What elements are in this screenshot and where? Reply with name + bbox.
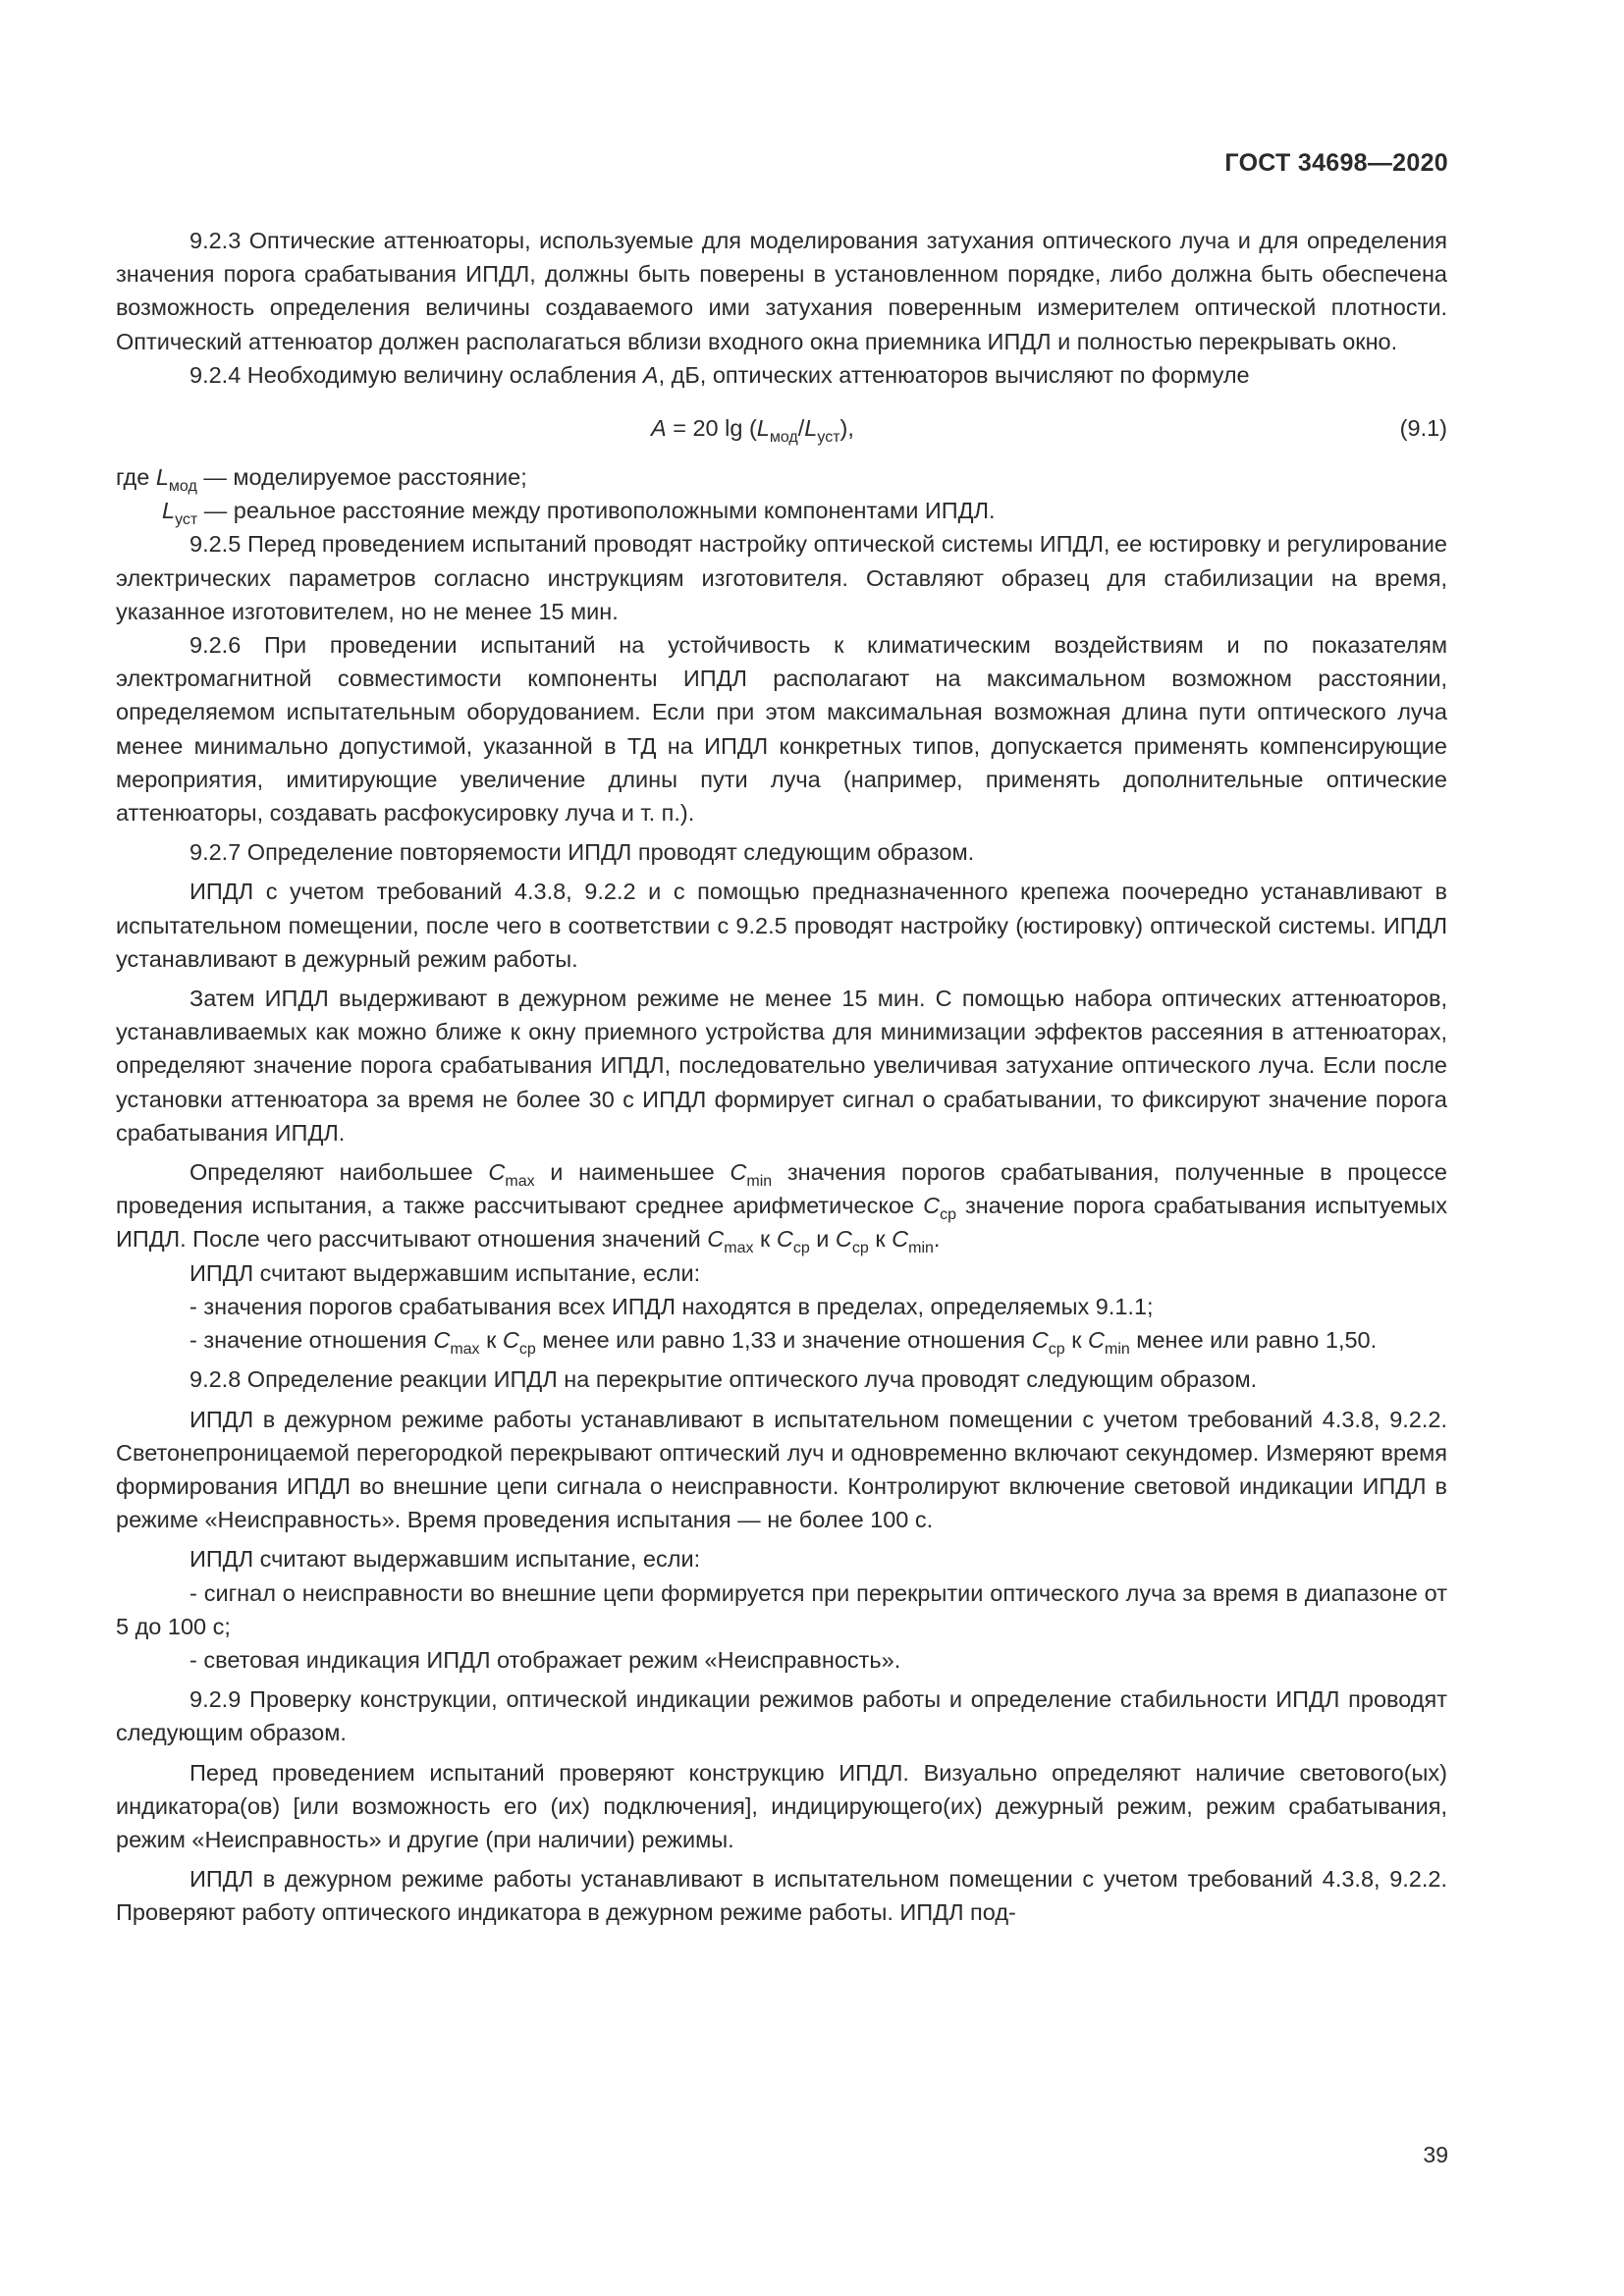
criteria-item-1: - значения порогов срабатывания всех ИПДЛ находятся в пределах, определяемых 9.1.1;: [189, 1293, 1154, 1319]
clause-9-2-7: 9.2.7 Определение повторяемости ИПДЛ проводят следующим образом.: [189, 839, 975, 866]
page-number: 39: [1423, 2142, 1448, 2167]
clause-9-2-9-indicator-check: ИПДЛ в дежурном режиме работы устанавливают в испытательном помещении с учетом требований 4.3.8, 9.2.2. Проверяют работу оптического индикатора в дежурном режиме работы. ИПДЛ под-: [116, 1866, 1447, 1926]
clause-9-2-9: 9.2.9 Проверку конструкции, оптической индикации режимов работы и определение стабильности ИПДЛ проводят следующим образом.: [116, 1686, 1447, 1746]
clause-9-2-6: 9.2.6 При проведении испытаний на устойчивость к климатическим воздействиям и по показателям электромагнитной совместимости компоненты ИПДЛ располагают на максимальном возможном расстоянии, определяемом испытательным оборудованием. Если при этом максимальная возможная длина пути оптического луча менее минимально допустимой, указанной в ТД на ИПДЛ конкретных типов, допускается применять компенсирующие мероприятия, имитирующие увеличение длины пути луча (например, применять дополнительные оптические аттенюаторы, создавать расфокусировку луча и т. п.).: [116, 632, 1447, 827]
clause-9-2-8-procedure: ИПДЛ в дежурном режиме работы устанавливают в испытательном помещении с учетом требований 4.3.8, 9.2.2. Светонепроницаемой перегородкой перекрывают оптический луч и одновременно включают секундомер. Измеряют время формирования ИПДЛ во внешние цепи сигнала о неисправности. Контролируют включение световой индикации ИПДЛ в режиме «Неисправность». Время проведения испытания — не более 100 с.: [116, 1406, 1447, 1533]
clause-9-2-7-ratios: Определяют наибольшее $C_{max}$ и наименьшее $C_{min}$ значения порогов срабатывания, полученные в процессе проведения испытания, а также рассчитывают среднее арифметическое $C_{ср}$ значение порога срабатывания испытуемых ИПДЛ. После чего рассчитывают отношения значений $C_{max}$ к $C_{ср}$ и $C_{ср}$ к $C_{min}$.: [116, 1159, 1447, 1257]
clause-9-2-7-install: ИПДЛ с учетом требований 4.3.8, 9.2.2 и с помощью предназначенного крепежа поочередно устанавливают в испытательном помещении, после чего в соответствии с 9.2.5 проводят настройку (юстировку) оптической системы. ИПДЛ устанавливают в дежурный режим работы.: [116, 879, 1447, 972]
document-code-header: ГОСТ 34698—2020: [1224, 149, 1448, 177]
clause-9-2-8-pass-criteria: ИПДЛ считают выдержавшим испытание, если:: [189, 1546, 701, 1573]
clause-9-2-7-procedure: Затем ИПДЛ выдерживают в дежурном режиме не менее 15 мин. С помощью набора оптических аттенюаторов, устанавливаемых как можно ближе к окну приемного устройства для минимизации эффектов рассеяния в аттенюаторах, определяют значение порога срабатывания ИПДЛ, последовательно увеличивая затухание оптического луча. Если после установки аттенюатора за время не более 30 с ИПДЛ формирует сигнал о срабатывании, то фиксируют значение порога срабатывания ИПДЛ.: [116, 986, 1447, 1146]
where-definition-2: $L_{уст}$ — реальное расстояние между противоположными компонентами ИПДЛ.: [162, 498, 996, 529]
clause-9-2-4: 9.2.4 Необходимую величину ослабления A, дБ, оптических аттенюаторов вычисляют по формуле: [189, 361, 1250, 388]
criteria-item-2: - значение отношения $C_{max}$ к $C_{ср}$ менее или равно 1,33 и значение отношения $C_{ср}$ к $C_{min}$ менее или равно 1,50.: [189, 1327, 1378, 1359]
where-definition-1: где $L_{мод}$ — моделируемое расстояние;: [116, 464, 527, 496]
clause-9-2-9-design-check: Перед проведением испытаний проверяют конструкцию ИПДЛ. Визуально определяют наличие светового(ых) индикатора(ов) [или возможность его (их) подключения], индицирующего(их) дежурный режим, режим срабатывания, режим «Неисправность» и другие (при наличии) режимы.: [116, 1759, 1447, 1852]
criteria-item-4: - световая индикация ИПДЛ отображает режим «Неисправность».: [189, 1646, 901, 1673]
clause-9-2-7-pass-criteria: ИПДЛ считают выдержавшим испытание, если:: [189, 1259, 701, 1286]
clause-9-2-3: 9.2.3 Оптические аттенюаторы, используемые для моделирования затухания оптического луча и для определения значения порога срабатывания ИПДЛ, должны быть поверены в установленном порядке, либо должна быть обеспечена возможность определения величины создаваемого ими затухания поверенным измерителем оптической плотности. Оптический аттенюатор должен располагаться вблизи входного окна приемника ИПДЛ и полностью перекрывать окно.: [116, 228, 1447, 354]
clause-9-2-5: 9.2.5 Перед проведением испытаний проводят настройку оптической системы ИПДЛ, ее юстировку и регулирование электрических параметров согласно инструкциям изготовителя. Оставляют образец для стабилизации на время, указанное изготовителем, но не менее 15 мин.: [116, 531, 1447, 624]
formula-number: (9.1): [1399, 415, 1447, 442]
criteria-item-3: - сигнал о неисправности во внешние цепи формируется при перекрытии оптического луча за время в диапазоне от 5 до 100 с;: [116, 1579, 1447, 1639]
formula-9-1: [116, 398, 1447, 458]
clause-9-2-8: 9.2.8 Определение реакции ИПДЛ на перекрытие оптического луча проводят следующим образом.: [189, 1366, 1258, 1393]
formula-expression: A = 20 $\lg (L_{мод}/L_{уст})$,: [651, 415, 854, 447]
document-body: [116, 224, 1447, 1930]
